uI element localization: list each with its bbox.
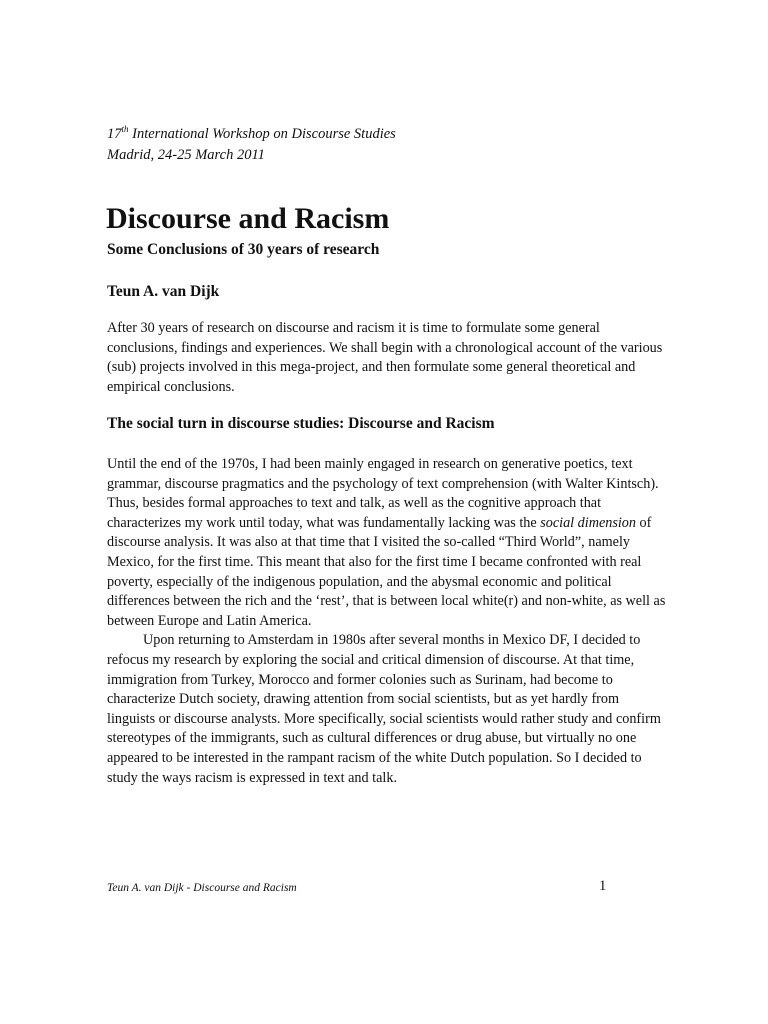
footer-page-number: 1 (599, 878, 607, 894)
workshop-location: Madrid, 24-25 March 2011 (107, 147, 265, 163)
abstract-paragraph: After 30 years of research on discourse and racism it is time to formulate some general conclusions, findings and experiences. We shall begin with a chronological account of the various (sub) projects involved in this mega-project, and then formulate some general theoretical and empirical conclusions. (107, 320, 663, 395)
workshop-name: International Workshop on Discourse Studies (128, 126, 396, 142)
section-body (107, 455, 667, 788)
section-heading: The social turn in discourse studies: Discourse and Racism (107, 415, 495, 432)
body-paragraph-2: Upon returning to Amsterdam in 1980s after several months in Mexico DF, I decided to refocus my research by exploring the social and critical dimension of discourse. At that time, immigration from Turkey, Morocco and former colonies such as Surinam, had become to characterize Dutch society, drawing attention from social scientists, but as yet hardly from linguists or discourse analysts. More specifically, social scientists would rather study and confirm stereotypes of the immigrants, such as cultural differences or drug abuse, but virtually no one appeared to be interested in the rampant racism of the white Dutch population. So I decided to study the ways racism is expressed in text and talk. (107, 632, 661, 786)
workshop-line (107, 124, 396, 145)
page-title: Discourse and Racism (106, 202, 390, 235)
footer-running-title: Teun A. van Dijk - Discourse and Racism (107, 882, 297, 894)
author-name: Teun A. van Dijk (107, 283, 220, 300)
workshop-number: 17 (107, 126, 122, 142)
paragraph-1-text-start: Until the end of the 1970s, I had been mainly engaged in research on generative poetics, text grammar, discourse pragmatics and the psychology of text comprehension (with Walter Kintsch). Thus, besides formal approaches to text and talk, as well as the cognitive approach that characterizes my work until today, what was fundamentally lacking was the (107, 456, 659, 531)
workshop-ordinal-suffix: th (121, 124, 129, 135)
page-subtitle: Some Conclusions of 30 years of research (107, 241, 380, 258)
paragraph-1-text-end: of discourse analysis. It was also at that time that I visited the so-called “Third World”, namely Mexico, for the first time. This meant that also for the first time I became confronted with real poverty, especially of the indigenous population, and the abysmal economic and political differences between the rich and the ‘rest’, that is between local white(r) and non-white, as well as between Europe and Latin America. (107, 514, 666, 629)
emphasis-social-dimension: social dimension (540, 514, 636, 531)
body-paragraph-1 (107, 455, 667, 631)
workshop-header (107, 124, 396, 166)
